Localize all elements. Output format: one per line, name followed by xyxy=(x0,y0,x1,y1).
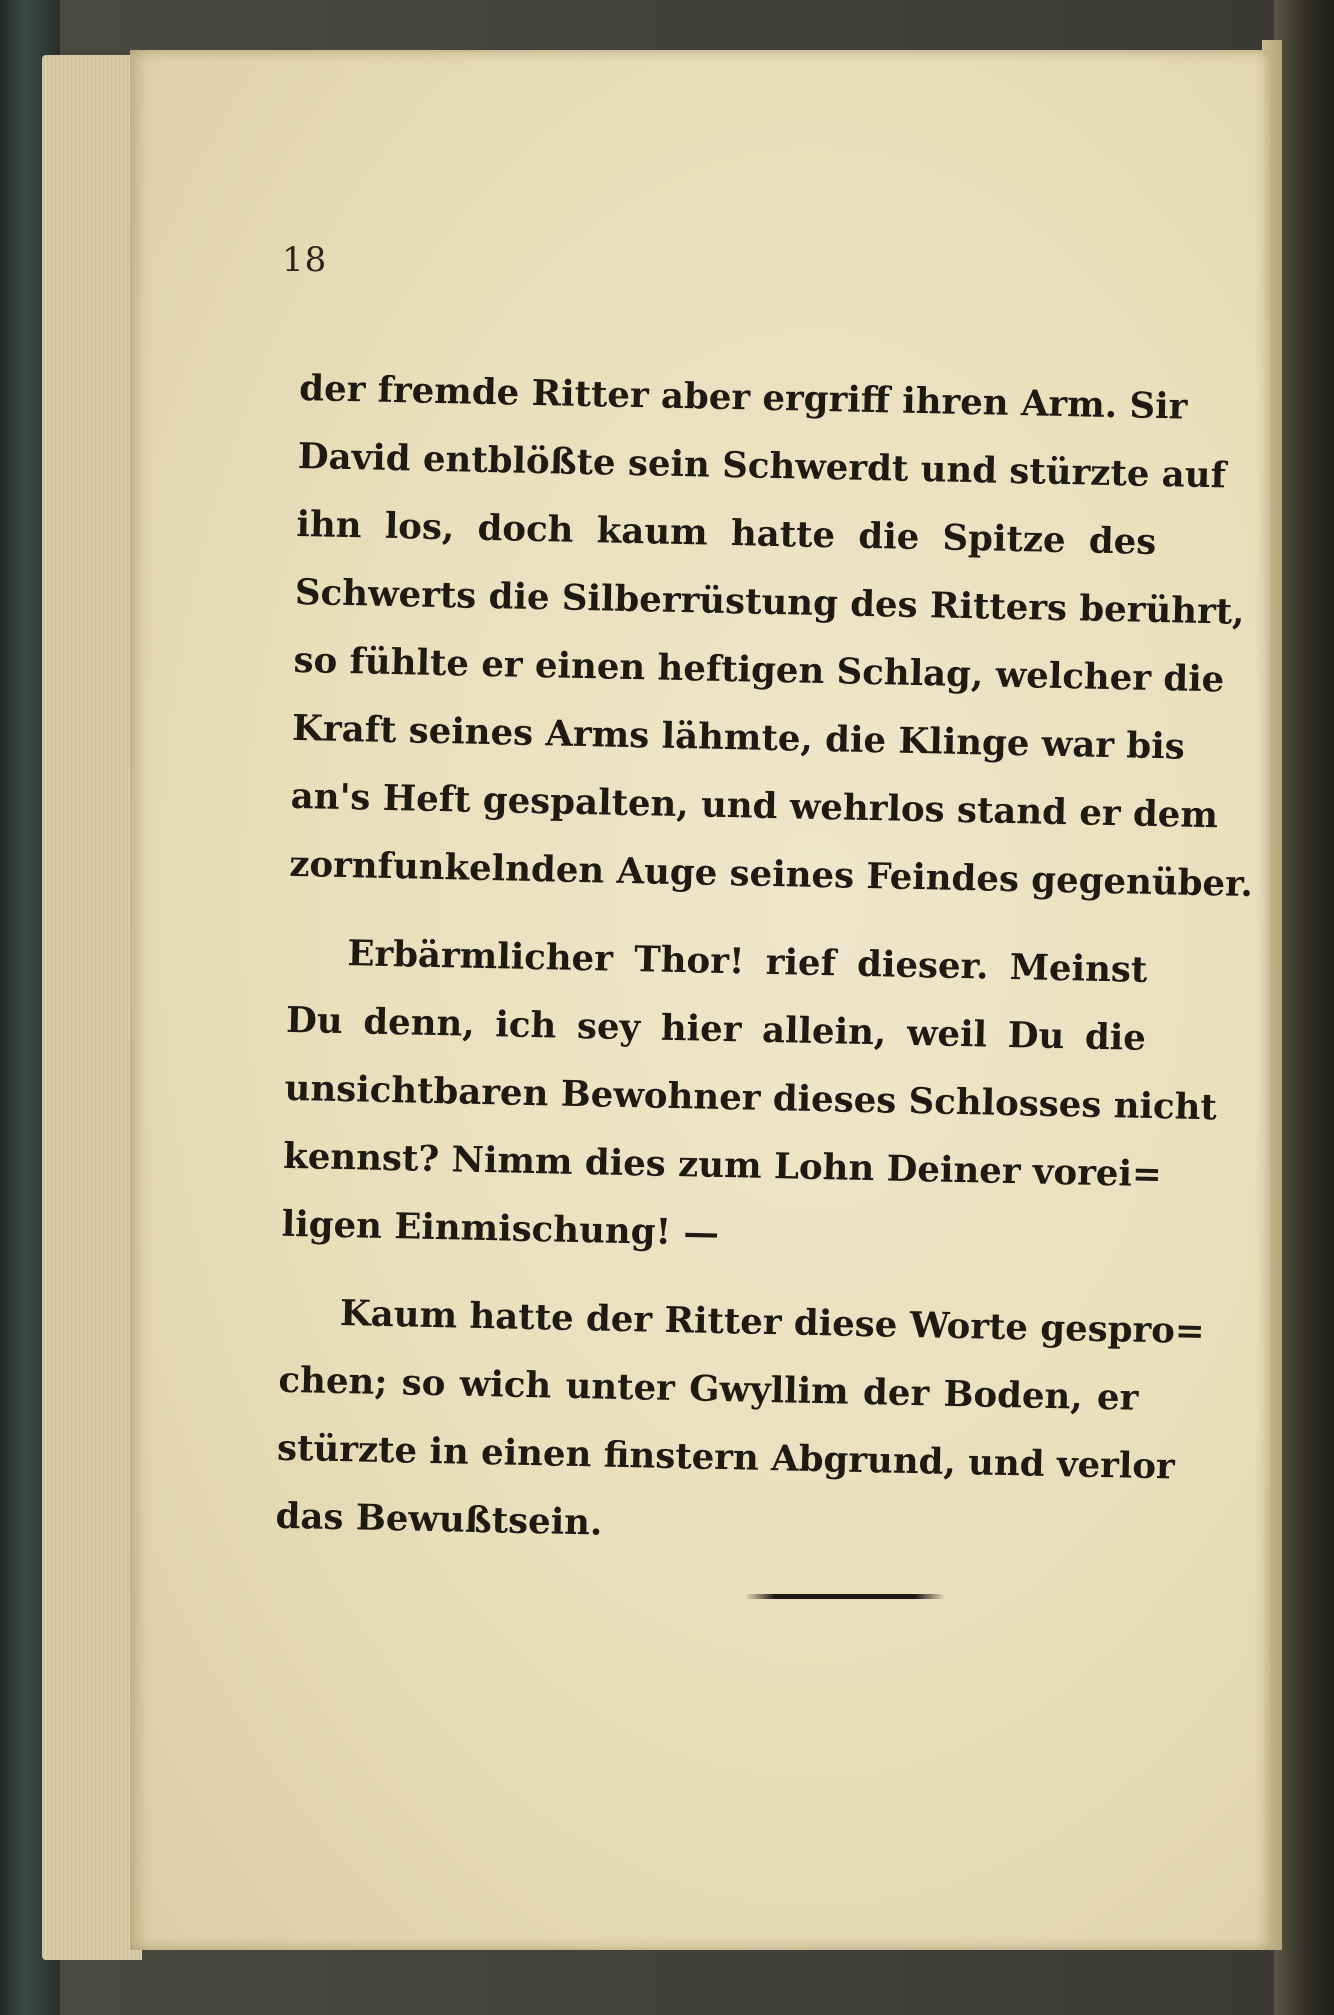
text-line: Kaum hatte der Ritter diese Worte gespro= xyxy=(339,1293,1206,1353)
page-text xyxy=(275,355,1254,1569)
text-line: das Bewußtsein. xyxy=(275,1495,603,1544)
page-edges xyxy=(42,55,142,1960)
text-line: an's Heft gespalten, und wehrlos stand er dem xyxy=(290,775,1219,837)
paragraph-2 xyxy=(281,919,1218,1277)
section-end-rule xyxy=(745,1594,945,1599)
text-line: Kraft seines Arms lähmte, die Klinge war bis xyxy=(291,707,1186,768)
text-line: ligen Einmischung! — xyxy=(281,1203,720,1254)
paragraph-3 xyxy=(275,1279,1206,1569)
text-line: chen; so wich unter Gwyllim der Boden, er xyxy=(278,1359,1139,1419)
text-line: kennst? Nimm dies zum Lohn Deiner vorei= xyxy=(282,1135,1163,1196)
text-line: Schwerts die Silberrüstung des Ritters berührt, xyxy=(294,571,1245,633)
book-cover-right xyxy=(1274,0,1334,2015)
text-line: so fühlte er einen heftigen Schlag, welcher die xyxy=(293,639,1225,701)
text-line: Du denn, ich sey hier allein, weil Du die xyxy=(285,999,1147,1059)
text-line: Erbärmlicher Thor! rief dieser. Meinst xyxy=(347,933,1148,991)
text-line: stürzte in einen finstern Abgrund, und verlor xyxy=(276,1427,1176,1488)
text-line: zornfunkelnden Auge seines Feindes gegenüber. xyxy=(288,843,1254,906)
paragraph-1 xyxy=(288,355,1254,917)
text-line: unsichtbaren Bewohner dieses Schlosses nicht xyxy=(284,1067,1218,1129)
text-line: der fremde Ritter aber ergriff ihren Arm. Sir xyxy=(298,367,1188,428)
text-line: David entblößte sein Schwerdt und stürzte auf xyxy=(297,435,1227,497)
text-line: ihn los, doch kaum hatte die Spitze des xyxy=(296,503,1157,563)
page-number: 18 xyxy=(282,240,328,280)
